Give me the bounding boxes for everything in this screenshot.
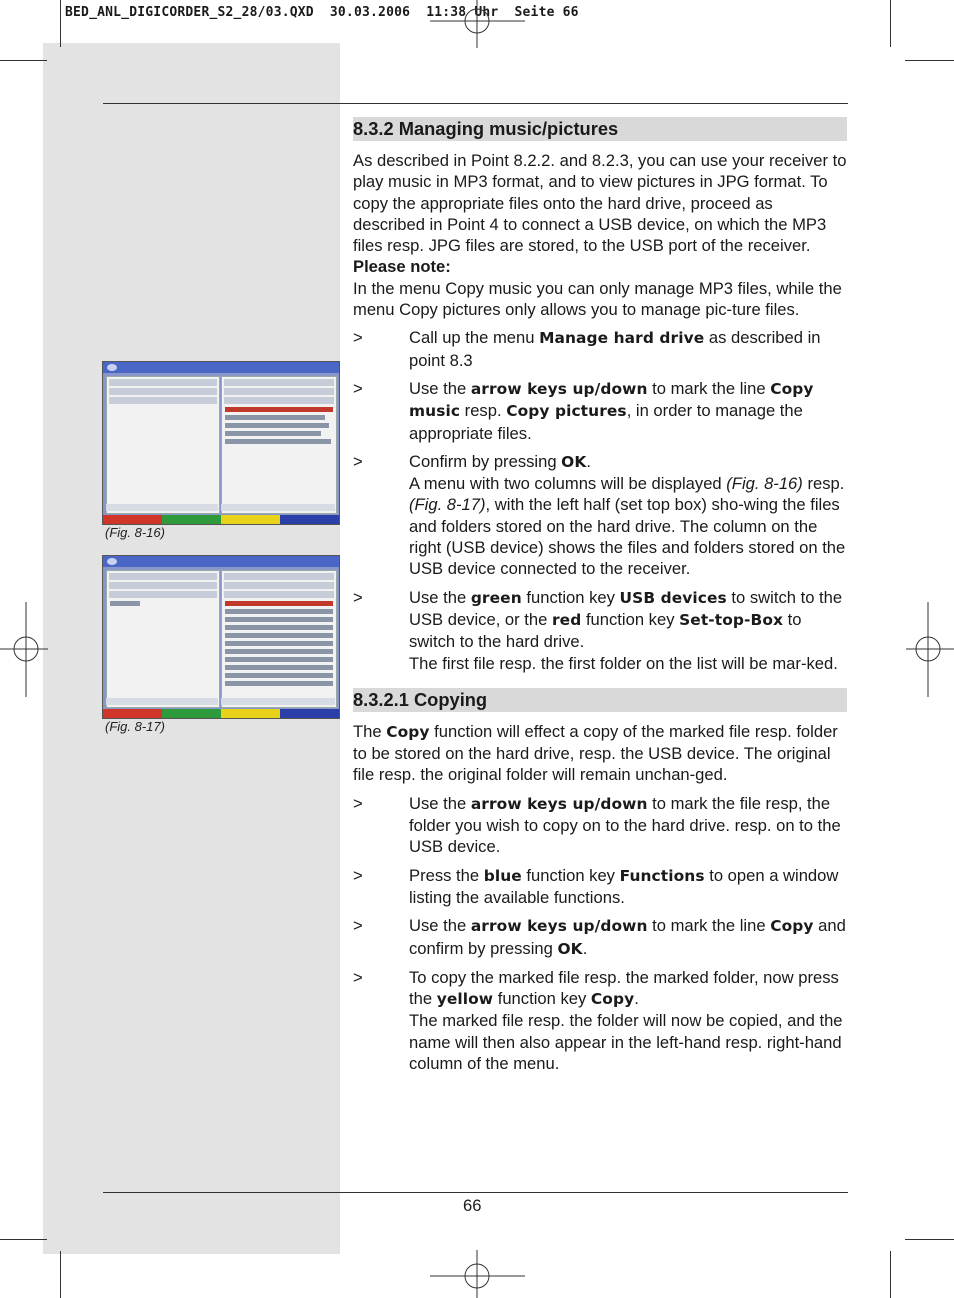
registration-mark-top — [430, 0, 525, 48]
crop-mark — [0, 60, 47, 61]
crop-mark — [890, 1251, 891, 1298]
note-paragraph: In the menu Copy music you can only manage MP3 files, while the menu Copy pictures only allows you to manage pic-ture files. — [353, 278, 842, 320]
instruction-step: > Call up the menu Manage hard drive as described in point 8.3 — [353, 328, 821, 370]
crop-mark — [0, 1239, 47, 1240]
registration-mark-bottom — [430, 1250, 525, 1298]
instruction-step: > To copy the marked file resp. the marked folder, now press the yellow function key Copy. The marked file resp. the folder will now be copied, and the name will then also appear in the left-hand resp. right-hand column of the menu. — [353, 967, 843, 1073]
instruction-step: > Use the arrow keys up/down to mark the line Copy music resp. Copy pictures, in order to manage the appropriate files. — [353, 378, 814, 443]
section-heading: 8.3.2.1 Copying — [353, 688, 847, 712]
header-rule — [103, 103, 848, 104]
figure-8-17-screenshot — [102, 555, 340, 719]
instruction-step: > Use the arrow keys up/down to mark the line Copy and confirm by pressing OK. — [353, 916, 846, 958]
registration-mark-right — [906, 602, 954, 697]
crop-mark — [60, 1251, 61, 1298]
print-header: BED_ANL_DIGICORDER_S2_28/03.QXD 30.03.2006 11:38 Uhr Seite 66 — [65, 5, 579, 20]
page-number: 66 — [463, 1196, 482, 1215]
crop-mark — [905, 1239, 954, 1240]
crop-mark — [60, 0, 61, 47]
figure-8-16-screenshot — [102, 361, 340, 525]
figure-caption: (Fig. 8-16) — [105, 525, 165, 540]
instruction-step: > Press the blue function key Functions to open a window listing the available functions. — [353, 865, 839, 907]
footer-rule — [103, 1192, 848, 1193]
copy-intro-paragraph: The Copy function will effect a copy of the marked file resp. folder to be stored on the hard drive, resp. the USB device. The original file resp. the original folder will remain unchan-ged. — [353, 721, 838, 785]
registration-mark-left — [0, 602, 48, 697]
crop-mark — [890, 0, 891, 47]
instruction-step: > Use the arrow keys up/down to mark the file resp, the folder you wish to copy on to the hard drive. resp. on to the USB device. — [353, 793, 841, 857]
figure-caption: (Fig. 8-17) — [105, 719, 165, 734]
instruction-step: > Confirm by pressing OK. A menu with two columns will be displayed (Fig. 8-16) resp. (Fig. 8-17), with the left half (set top box) sho-wing the files and folders stored on the hard drive. The column on the right (USB device) shows the files and folders stored on the USB device connected to the receiver. — [353, 451, 846, 579]
note-heading: Please note: — [353, 257, 451, 277]
section-heading: 8.3.2 Managing music/pictures — [353, 117, 847, 141]
main-content — [353, 117, 847, 1074]
intro-paragraph: As described in Point 8.2.2. and 8.2.3, you can use your receiver to play music in MP3 format, and to view pictures in JPG format. To copy the appropriate files onto the hard drive, proceed as described in Point 4 to connect a USB device, on which the MP3 files resp. JPG files are stored, to the USB port of the receiver. — [353, 151, 847, 256]
instruction-step: > Use the green function key USB devices to switch to the USB device, or the red function key Set-top-Box to switch to the hard drive. The first file resp. the first folder on the list will be mar-ked. — [353, 587, 843, 673]
crop-mark — [905, 60, 954, 61]
